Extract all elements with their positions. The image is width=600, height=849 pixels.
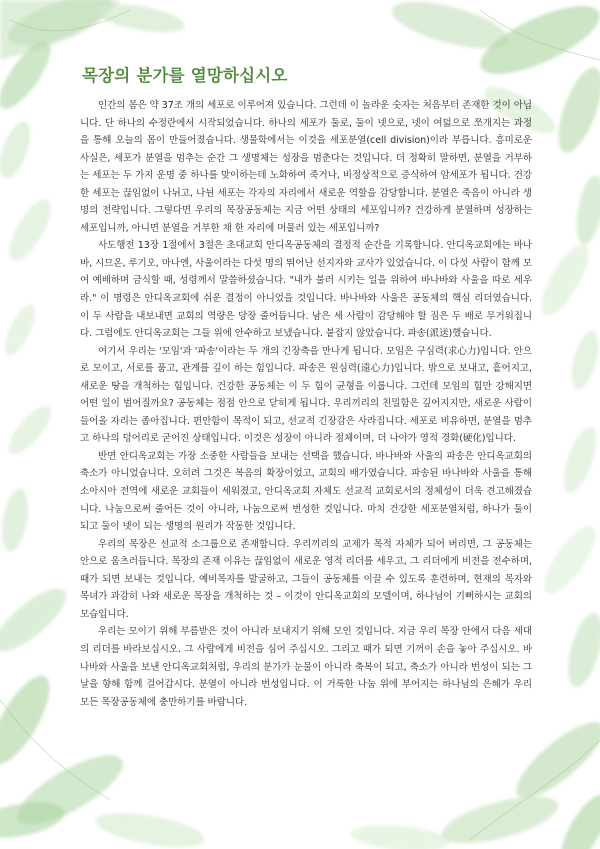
document-title: 목장의 분가를 열망하십시오 <box>82 66 288 85</box>
document-body <box>80 97 532 711</box>
paragraph: 여기서 우리는 '모임'과 '파송'이라는 두 개의 긴장축을 만나게 됩니다. 모임은 구심력(求心力)입니다. 안으로 모이고, 서로를 품고, 관계를 깊이 하는 힘입니다. 파송은 원심력(遠心力)입니다. 밖으로 보내고, 흩어지고, 새로운 땅을 개척하는 힘입니다. 건강한 공동체는 이 두 힘이 균형을 이룹니다. 그런데 모임의 힘만 강해지면 어떤 일이 벌어질까요? 공동체는 점점 안으로 닫히게 됩니다. 우리끼리의 친밀함은 깊어지지만, 새로운 사람이 들어올 자리는 좁아집니다. 편안함이 목적이 되고, 선교적 긴장감은 사라집니다. 세포로 비유하면, 분열을 멈추고 하나의 덩어리로 굳어진 상태입니다. 이것은 성장이 아니라 정체이며, 더 나아가 영적 경화(硬化)입니다. <box>80 345 532 445</box>
paragraph: 우리의 목장은 선교적 소그룹으로 존재합니다. 우리끼리의 교제가 목적 자체가 되어 버리면, 그 공동체는 안으로 움츠러듭니다. 목장의 존재 이유는 끊임없이 새로운 영적 리더를 세우고, 그 리더에게 비전을 전수하며, 때가 되면 보내는 것입니다. 예비목자를 발굴하고, 그들이 공동체를 이끌 수 있도록 훈련하며, 현재의 목자와 목녀가 과감히 나와 새로운 목장을 개척하는 것 – 이것이 안디옥교회의 모델이며, 하나님이 기뻐하시는 교회의 모습입니다. <box>80 538 532 620</box>
paragraph: 반면 안디옥교회는 가장 소중한 사람들을 보내는 선택을 했습니다. 바나바와 사울의 파송은 안디옥교회의 축소가 아니었습니다. 오히려 그것은 복음의 확장이었고, 교회의 배가였습니다. 파송된 바나바와 사울을 통해 소아시아 전역에 새로운 교회들이 세워졌고, 안디옥교회 자체도 선교적 교회로서의 정체성이 더욱 견고해졌습니다. 나눔으로써 줄어든 것이 아니라, 나눔으로써 번성한 것입니다. 마치 건강한 세포분열처럼, 하나가 둘이 되고 둘이 넷이 되는 생명의 원리가 작동한 것입니다. <box>80 450 532 533</box>
paragraph: 인간의 몸은 약 37조 개의 세포로 이루어져 있습니다. 그런데 이 놀라운 숫자는 처음부터 존재한 것이 아닙니다. 단 하나의 수정란에서 시작되었습니다. 하나의 세포가 둘로, 둘이 넷으로, 넷이 여덟으로 쪼개지는 과정을 통해 오늘의 몸이 만들어졌습니다. 생물학에서는 이것을 세포분열(cell division)이라 부릅니다. 흥미로운 사실은, 세포가 분열을 멈추는 순간 그 생명체는 성장을 멈춘다는 것입니다. 더 정확히 말하면, 분열을 거부하는 세포는 두 가지 운명 중 하나를 맞이하는데 노화하여 죽거나, 비정상적으로 증식하여 암세포가 됩니다. 건강한 세포는 끊임없이 나뉘고, 나뉜 세포는 각자의 자리에서 새로운 역할을 감당합니다. 분열은 죽음이 아니라 생명의 전략입니다. 그렇다면 우리의 목장공동체는 지금 어떤 상태의 세포입니까? 건강하게 분열하며 성장하는 세포입니까, 아니면 분열을 거부한 채 한 자리에 머물러 있는 세포입니까? <box>80 100 532 234</box>
paragraph: 사도행전 13장 1절에서 3절은 초대교회 안디옥공동체의 결정적 순간을 기록합니다. 안디옥교회에는 바나바, 시므온, 루기오, 마나엔, 사울이라는 다섯 명의 뛰어난 선지자와 교사가 있었습니다. 이 다섯 사람이 함께 모여 예배하며 금식할 때, 성령께서 말씀하셨습니다. "내가 불러 시키는 일을 위하여 바나바와 사울을 따로 세우라." 이 명령은 안디옥교회에 쉬운 결정이 아니었을 것입니다. 바나바와 사울은 공동체의 핵심 리더였습니다. 이 두 사람을 내보내면 교회의 역량은 당장 줄어듭니다. 남은 세 사람이 감당해야 할 짐은 두 배로 무거워집니다. 그럼에도 안디옥교회는 그들 위에 안수하고 보냈습니다. 붙잡지 않았습니다. 파송(派送)했습니다. <box>80 240 532 340</box>
paragraph: 우리는 모이기 위해 부름받은 것이 아니라 보내지기 위해 모인 것입니다. 지금 우리 목장 안에서 다음 세대의 리더를 바라보십시오. 그 사람에게 비전을 심어 주십시오. 그리고 때가 되면 기꺼이 손을 놓아 주십시오. 바나바와 사울을 보낸 안디옥교회처럼, 우리의 분가가 눈물이 아니라 축복이 되고, 축소가 아니라 번성이 되는 그날을 향해 함께 걸어갑시다. 분열이 아니라 번성입니다. 이 거룩한 나눔 위에 부어지는 하나님의 은혜가 우리 모든 목장공동체에 충만하기를 바랍니다. <box>80 626 532 708</box>
